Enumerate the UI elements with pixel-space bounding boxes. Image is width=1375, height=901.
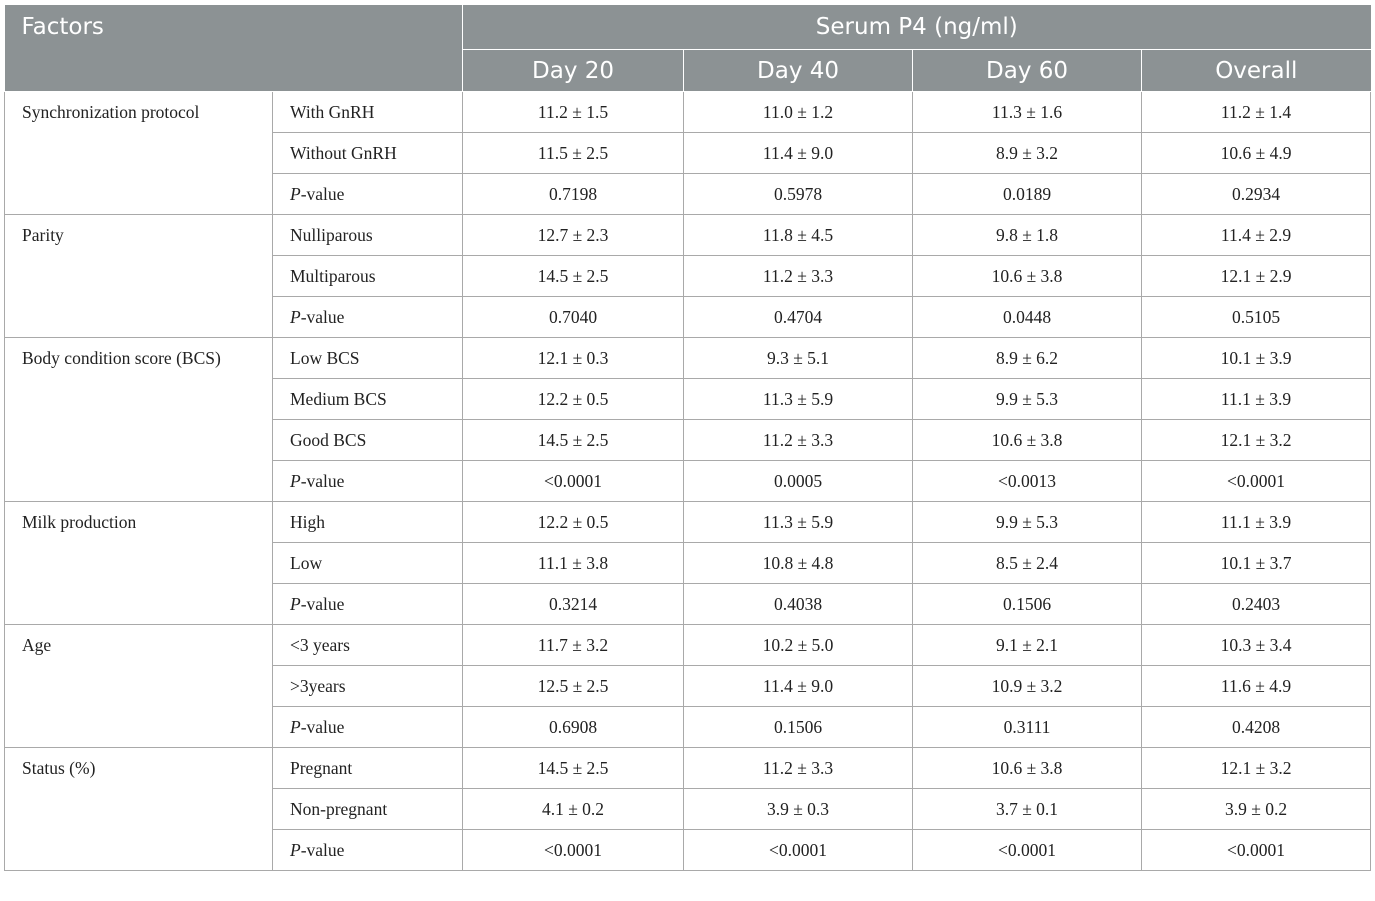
cell-day-20: 11.7 ± 3.2 <box>463 625 684 666</box>
cell-day-60: 8.9 ± 6.2 <box>913 338 1142 379</box>
p-symbol: P <box>290 593 301 614</box>
cell-overall: 11.4 ± 2.9 <box>1142 215 1371 256</box>
factor-label: Synchronization protocol <box>5 92 273 215</box>
factor-label: Status (%) <box>5 748 273 871</box>
cell-overall: 12.1 ± 3.2 <box>1142 748 1371 789</box>
cell-day-40: 0.0005 <box>684 461 913 502</box>
table-row <box>5 625 1371 666</box>
p-symbol: P <box>290 716 301 737</box>
cell-day-20: 4.1 ± 0.2 <box>463 789 684 830</box>
cell-day-40: 0.1506 <box>684 707 913 748</box>
cell-day-60: 9.1 ± 2.1 <box>913 625 1142 666</box>
table-body <box>5 92 1371 871</box>
cell-day-40: 11.3 ± 5.9 <box>684 379 913 420</box>
table-row <box>5 338 1371 379</box>
cell-day-20: 11.5 ± 2.5 <box>463 133 684 174</box>
cell-overall: 11.1 ± 3.9 <box>1142 502 1371 543</box>
cell-day-20: 12.7 ± 2.3 <box>463 215 684 256</box>
cell-day-60: 3.7 ± 0.1 <box>913 789 1142 830</box>
cell-overall: 11.1 ± 3.9 <box>1142 379 1371 420</box>
factor-label: Age <box>5 625 273 748</box>
level-label: Low <box>273 543 463 584</box>
cell-day-40: 10.2 ± 5.0 <box>684 625 913 666</box>
level-label: With GnRH <box>273 92 463 133</box>
cell-overall: 10.1 ± 3.9 <box>1142 338 1371 379</box>
cell-day-20: <0.0001 <box>463 461 684 502</box>
p-value-suffix: -value <box>300 306 345 327</box>
cell-day-40: 11.8 ± 4.5 <box>684 215 913 256</box>
cell-day-40: 11.2 ± 3.3 <box>684 420 913 461</box>
cell-day-40: <0.0001 <box>684 830 913 871</box>
serum-group-header: Serum P4 (ng/ml) <box>463 5 1371 50</box>
cell-day-20: 12.2 ± 0.5 <box>463 379 684 420</box>
cell-day-20: 12.1 ± 0.3 <box>463 338 684 379</box>
level-label: Low BCS <box>273 338 463 379</box>
level-label: Without GnRH <box>273 133 463 174</box>
cell-overall: <0.0001 <box>1142 461 1371 502</box>
cell-day-40: 0.4038 <box>684 584 913 625</box>
cell-overall: 3.9 ± 0.2 <box>1142 789 1371 830</box>
cell-day-60: 0.1506 <box>913 584 1142 625</box>
cell-day-40: 3.9 ± 0.3 <box>684 789 913 830</box>
cell-day-60: 10.6 ± 3.8 <box>913 256 1142 297</box>
header-row-top <box>5 5 1371 50</box>
cell-day-60: 10.6 ± 3.8 <box>913 748 1142 789</box>
p-symbol: P <box>290 306 301 327</box>
cell-day-40: 11.2 ± 3.3 <box>684 748 913 789</box>
cell-day-60: <0.0001 <box>913 830 1142 871</box>
p-value-suffix: -value <box>300 183 345 204</box>
column-header-overall: Overall <box>1142 50 1371 92</box>
level-label: High <box>273 502 463 543</box>
column-header-day-40: Day 40 <box>684 50 913 92</box>
cell-overall: 0.2934 <box>1142 174 1371 215</box>
cell-day-60: 0.0189 <box>913 174 1142 215</box>
level-label <box>273 174 463 215</box>
table-row <box>5 215 1371 256</box>
cell-day-60: 9.9 ± 5.3 <box>913 379 1142 420</box>
cell-day-20: 11.2 ± 1.5 <box>463 92 684 133</box>
cell-day-60: 10.6 ± 3.8 <box>913 420 1142 461</box>
cell-overall: 10.6 ± 4.9 <box>1142 133 1371 174</box>
p-symbol: P <box>290 839 301 860</box>
factor-label: Body condition score (BCS) <box>5 338 273 502</box>
level-label: >3years <box>273 666 463 707</box>
cell-day-20: 0.3214 <box>463 584 684 625</box>
cell-day-40: 0.4704 <box>684 297 913 338</box>
level-label: Medium BCS <box>273 379 463 420</box>
factors-header: Factors <box>5 5 463 92</box>
level-label: Nulliparous <box>273 215 463 256</box>
cell-day-60: 8.5 ± 2.4 <box>913 543 1142 584</box>
cell-day-20: 12.5 ± 2.5 <box>463 666 684 707</box>
cell-day-20: 14.5 ± 2.5 <box>463 420 684 461</box>
cell-overall: 11.6 ± 4.9 <box>1142 666 1371 707</box>
cell-overall: 10.1 ± 3.7 <box>1142 543 1371 584</box>
cell-day-40: 0.5978 <box>684 174 913 215</box>
cell-day-60: 9.8 ± 1.8 <box>913 215 1142 256</box>
p-value-suffix: -value <box>300 470 345 491</box>
cell-overall: 11.2 ± 1.4 <box>1142 92 1371 133</box>
cell-day-20: 0.6908 <box>463 707 684 748</box>
cell-overall: 0.2403 <box>1142 584 1371 625</box>
table-row <box>5 748 1371 789</box>
column-header-day-60: Day 60 <box>913 50 1142 92</box>
cell-day-40: 11.3 ± 5.9 <box>684 502 913 543</box>
level-label <box>273 461 463 502</box>
cell-day-60: 9.9 ± 5.3 <box>913 502 1142 543</box>
serum-p4-table <box>4 5 1371 871</box>
cell-overall: <0.0001 <box>1142 830 1371 871</box>
cell-overall: 12.1 ± 2.9 <box>1142 256 1371 297</box>
table-row <box>5 502 1371 543</box>
level-label <box>273 297 463 338</box>
cell-day-40: 11.4 ± 9.0 <box>684 133 913 174</box>
level-label <box>273 830 463 871</box>
factor-label: Milk production <box>5 502 273 625</box>
cell-day-60: 0.0448 <box>913 297 1142 338</box>
cell-day-40: 10.8 ± 4.8 <box>684 543 913 584</box>
cell-day-60: 10.9 ± 3.2 <box>913 666 1142 707</box>
p-value-suffix: -value <box>300 716 345 737</box>
p-symbol: P <box>290 183 301 204</box>
cell-day-60: <0.0013 <box>913 461 1142 502</box>
cell-day-40: 9.3 ± 5.1 <box>684 338 913 379</box>
cell-day-40: 11.4 ± 9.0 <box>684 666 913 707</box>
level-label: Multiparous <box>273 256 463 297</box>
cell-overall: 10.3 ± 3.4 <box>1142 625 1371 666</box>
p-value-suffix: -value <box>300 839 345 860</box>
cell-overall: 0.4208 <box>1142 707 1371 748</box>
cell-day-20: 0.7040 <box>463 297 684 338</box>
cell-day-40: 11.0 ± 1.2 <box>684 92 913 133</box>
level-label: Pregnant <box>273 748 463 789</box>
cell-day-60: 0.3111 <box>913 707 1142 748</box>
level-label: <3 years <box>273 625 463 666</box>
cell-day-20: 14.5 ± 2.5 <box>463 256 684 297</box>
level-label: Non-pregnant <box>273 789 463 830</box>
cell-day-20: <0.0001 <box>463 830 684 871</box>
factor-label: Parity <box>5 215 273 338</box>
p-value-suffix: -value <box>300 593 345 614</box>
cell-overall: 12.1 ± 3.2 <box>1142 420 1371 461</box>
p-symbol: P <box>290 470 301 491</box>
cell-day-40: 11.2 ± 3.3 <box>684 256 913 297</box>
level-label <box>273 707 463 748</box>
cell-day-60: 11.3 ± 1.6 <box>913 92 1142 133</box>
cell-day-20: 14.5 ± 2.5 <box>463 748 684 789</box>
cell-day-20: 11.1 ± 3.8 <box>463 543 684 584</box>
cell-day-20: 0.7198 <box>463 174 684 215</box>
level-label <box>273 584 463 625</box>
cell-day-20: 12.2 ± 0.5 <box>463 502 684 543</box>
table-row <box>5 92 1371 133</box>
cell-overall: 0.5105 <box>1142 297 1371 338</box>
column-header-day-20: Day 20 <box>463 50 684 92</box>
level-label: Good BCS <box>273 420 463 461</box>
cell-day-60: 8.9 ± 3.2 <box>913 133 1142 174</box>
